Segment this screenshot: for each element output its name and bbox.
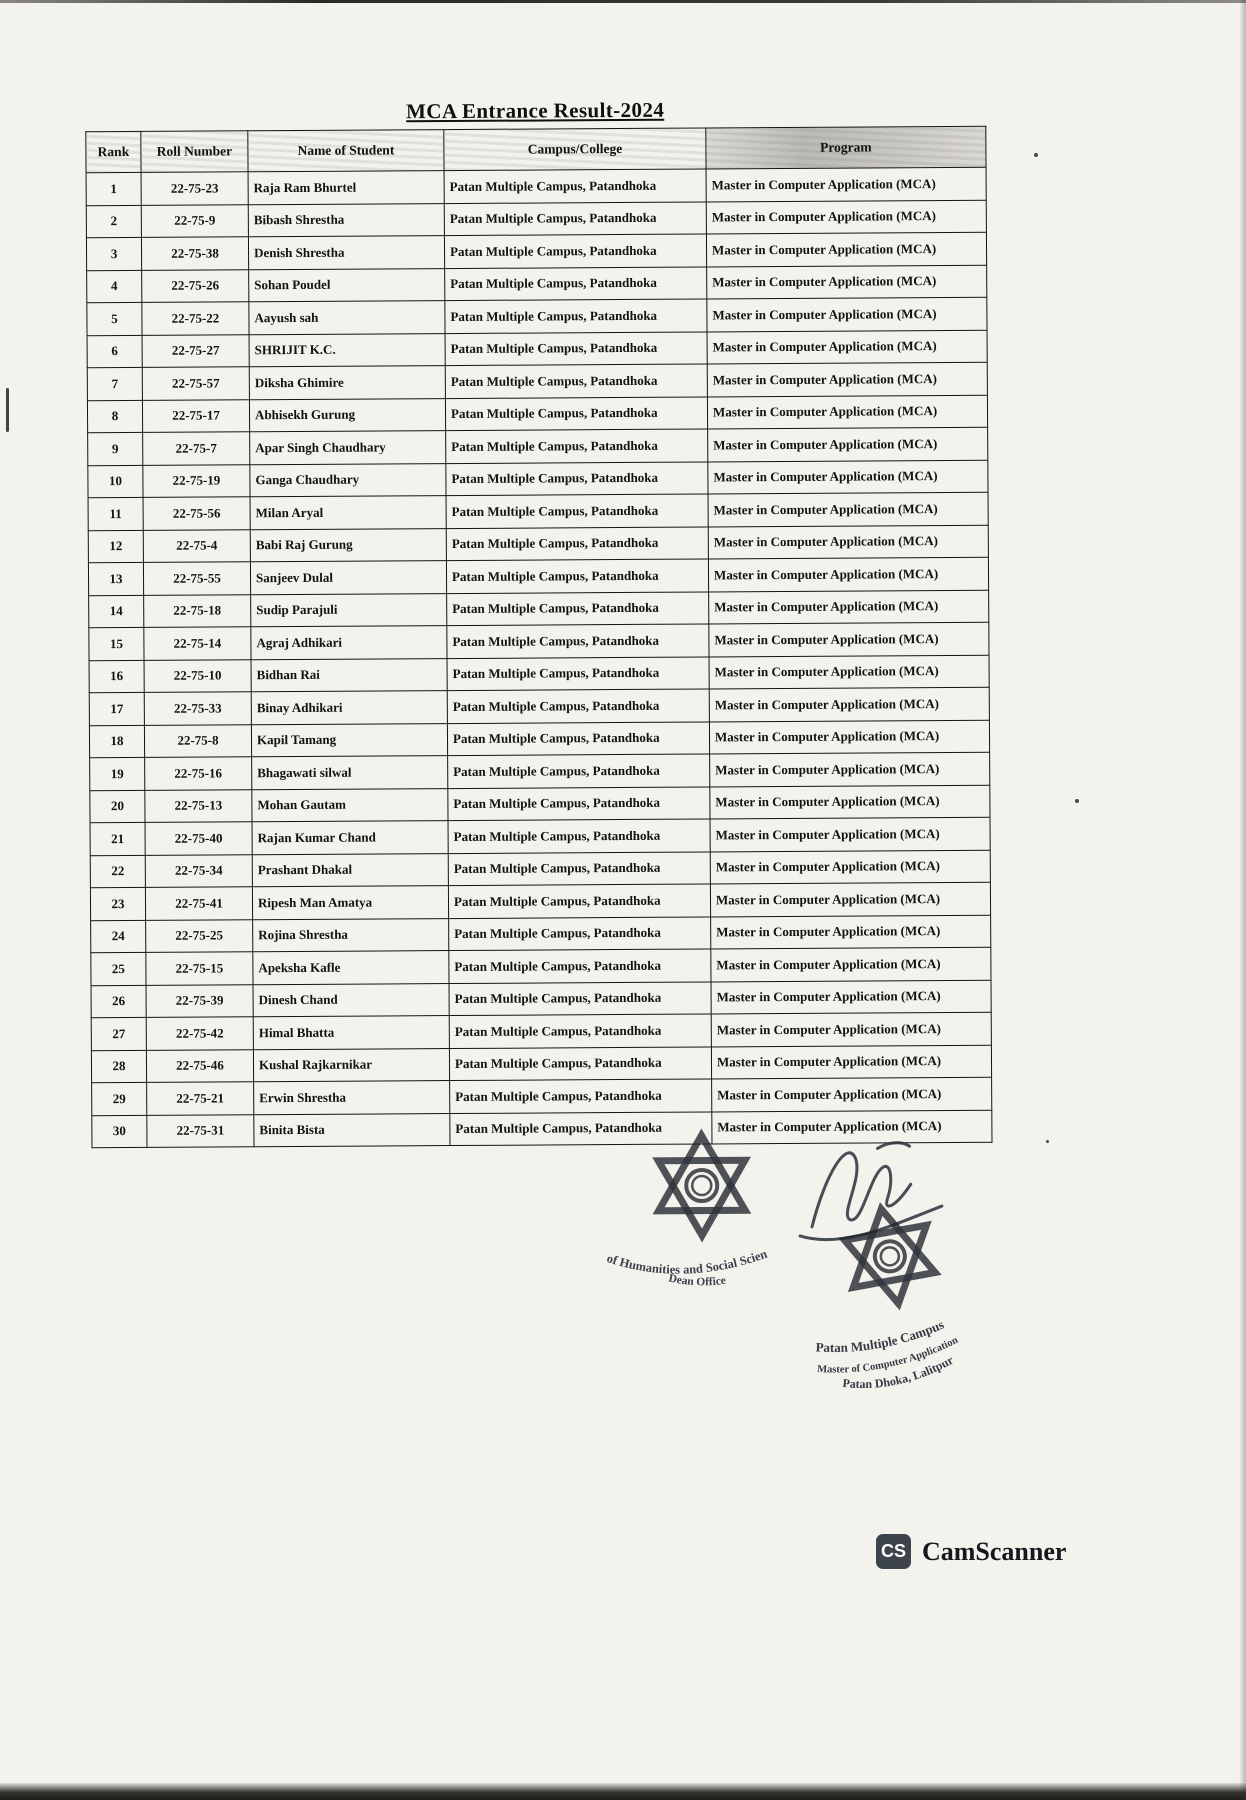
student-name-cell: Bhagawati silwal — [252, 756, 448, 790]
rank-cell: 16 — [89, 660, 144, 693]
student-name-cell: Bibash Shrestha — [248, 203, 444, 237]
table-row — [91, 947, 991, 985]
rank-cell: 17 — [89, 692, 144, 725]
table-row — [87, 297, 987, 335]
student-name-cell: Agraj Adhikari — [251, 626, 447, 660]
rank-cell: 24 — [91, 920, 146, 953]
program-cell: Master in Computer Application (MCA) — [708, 427, 988, 461]
table-row — [86, 232, 986, 270]
table-row — [88, 460, 988, 498]
roll-number-cell: 22-75-21 — [147, 1082, 254, 1115]
student-name-cell: Babi Raj Gurung — [250, 528, 446, 562]
campus-cell: Patan Multiple Campus, Patandhoka — [448, 786, 710, 820]
scan-speck — [1034, 153, 1038, 157]
campus-cell: Patan Multiple Campus, Patandhoka — [445, 331, 707, 365]
roll-number-cell: 22-75-8 — [144, 724, 251, 757]
roll-number-cell: 22-75-9 — [141, 204, 248, 237]
scan-speck — [1046, 1140, 1049, 1143]
campus-cell: Patan Multiple Campus, Patandhoka — [449, 1046, 711, 1080]
program-cell: Master in Computer Application (MCA) — [711, 1045, 991, 1079]
campus-stamp-line2: Master of Computer Application — [816, 1334, 960, 1376]
student-name-cell: Kushal Rajkarnikar — [253, 1048, 449, 1082]
campus-cell: Patan Multiple Campus, Patandhoka — [449, 916, 711, 950]
program-cell: Master in Computer Application (MCA) — [708, 492, 988, 526]
roll-number-cell: 22-75-18 — [144, 594, 251, 627]
student-name-cell: Denish Shrestha — [248, 236, 444, 270]
roll-number-cell: 22-75-22 — [142, 302, 249, 335]
table-row — [86, 167, 986, 205]
program-cell: Master in Computer Application (MCA) — [708, 557, 988, 591]
table-header-row — [86, 126, 986, 172]
table-row — [88, 427, 988, 465]
table-row — [91, 1045, 991, 1083]
student-name-cell: SHRIJIT K.C. — [249, 333, 445, 367]
table-row — [91, 1012, 991, 1050]
campus-stamp-line3: Patan Dhoka, Lalitpur — [842, 1352, 956, 1392]
campus-cell: Patan Multiple Campus, Patandhoka — [448, 754, 710, 788]
roll-number-cell: 22-75-15 — [146, 952, 253, 985]
campus-cell: Patan Multiple Campus, Patandhoka — [450, 1111, 712, 1145]
roll-number-cell: 22-75-13 — [145, 789, 252, 822]
rank-cell: 10 — [88, 465, 143, 498]
student-name-cell: Erwin Shrestha — [254, 1081, 450, 1115]
campus-stamp — [788, 1193, 1044, 1410]
dean-stamp-office-text: Dean Office — [667, 1272, 727, 1289]
table-row — [87, 395, 987, 433]
campus-cell: Patan Multiple Campus, Patandhoka — [447, 689, 709, 723]
rank-cell: 29 — [92, 1082, 147, 1115]
program-cell: Master in Computer Application (MCA) — [710, 850, 990, 884]
camscanner-watermark — [876, 1534, 1066, 1569]
table-row — [88, 492, 988, 530]
program-cell: Master in Computer Application (MCA) — [707, 362, 987, 396]
header-rank: Rank — [86, 131, 141, 172]
program-cell: Master in Computer Application (MCA) — [707, 265, 987, 299]
table-row — [90, 785, 990, 823]
student-name-cell: Apar Singh Chaudhary — [250, 431, 446, 465]
table-row — [90, 752, 990, 790]
rank-cell: 27 — [91, 1017, 146, 1050]
student-name-cell: Rajan Kumar Chand — [252, 821, 448, 855]
student-name-cell: Binay Adhikari — [251, 691, 447, 725]
header-student-name: Name of Student — [248, 130, 444, 172]
campus-stamp-line1: Patan Multiple Campus — [815, 1316, 947, 1355]
svg-text:of Humanities and Social Scien — [605, 1247, 769, 1277]
rank-cell: 21 — [90, 822, 145, 855]
campus-cell: Patan Multiple Campus, Patandhoka — [449, 1014, 711, 1048]
header-campus: Campus/College — [444, 128, 706, 171]
student-name-cell: Dinesh Chand — [253, 983, 449, 1017]
table-row — [86, 200, 986, 238]
student-name-cell: Bidhan Rai — [251, 658, 447, 692]
campus-cell: Patan Multiple Campus, Patandhoka — [448, 884, 710, 918]
campus-cell: Patan Multiple Campus, Patandhoka — [444, 234, 706, 268]
table-row — [87, 330, 987, 368]
program-cell: Master in Computer Application (MCA) — [709, 720, 989, 754]
table-row — [91, 915, 991, 953]
rank-cell: 8 — [87, 400, 142, 433]
program-cell: Master in Computer Application (MCA) — [708, 525, 988, 559]
student-name-cell: Apeksha Kafle — [253, 951, 449, 985]
page-title: MCA Entrance Result-2024 — [406, 97, 665, 124]
roll-number-cell: 22-75-4 — [143, 529, 250, 562]
results-table-body — [86, 167, 992, 1147]
program-cell: Master in Computer Application (MCA) — [712, 1110, 992, 1144]
campus-cell: Patan Multiple Campus, Patandhoka — [446, 559, 708, 593]
roll-number-cell: 22-75-14 — [144, 627, 251, 660]
camscanner-logo-icon: CS — [876, 1534, 911, 1569]
results-table — [85, 126, 992, 1148]
campus-cell: Patan Multiple Campus, Patandhoka — [449, 981, 711, 1015]
rank-cell: 23 — [90, 887, 145, 920]
rank-cell: 5 — [87, 302, 142, 335]
roll-number-cell: 22-75-42 — [146, 1017, 253, 1050]
roll-number-cell: 22-75-26 — [142, 269, 249, 302]
program-cell: Master in Computer Application (MCA) — [707, 330, 987, 364]
table-row — [89, 622, 989, 660]
roll-number-cell: 22-75-23 — [141, 172, 248, 205]
campus-cell: Patan Multiple Campus, Patandhoka — [444, 201, 706, 235]
student-name-cell: Sanjeev Dulal — [250, 561, 446, 595]
roll-number-cell: 22-75-16 — [145, 757, 252, 790]
program-cell: Master in Computer Application (MCA) — [709, 655, 989, 689]
scan-edge-right — [1239, 0, 1246, 1800]
program-cell: Master in Computer Application (MCA) — [710, 882, 990, 916]
student-name-cell: Raja Ram Bhurtel — [248, 171, 444, 205]
roll-number-cell: 22-75-33 — [144, 692, 251, 725]
student-name-cell: Diksha Ghimire — [249, 366, 445, 400]
student-name-cell: Milan Aryal — [250, 496, 446, 530]
student-name-cell: Aayush sah — [249, 301, 445, 335]
rank-cell: 22 — [90, 855, 145, 888]
roll-number-cell: 22-75-10 — [144, 659, 251, 692]
rank-cell: 1 — [86, 172, 141, 205]
table-row — [88, 557, 988, 595]
scan-mark-left — [6, 388, 9, 432]
program-cell: Master in Computer Application (MCA) — [711, 1012, 991, 1046]
rank-cell: 4 — [87, 270, 142, 303]
campus-cell: Patan Multiple Campus, Patandhoka — [446, 461, 708, 495]
header-program: Program — [706, 126, 986, 169]
roll-number-cell: 22-75-19 — [143, 464, 250, 497]
student-name-cell: Prashant Dhakal — [252, 853, 448, 887]
campus-cell: Patan Multiple Campus, Patandhoka — [446, 429, 708, 463]
campus-cell: Patan Multiple Campus, Patandhoka — [445, 396, 707, 430]
student-name-cell: Rojina Shrestha — [253, 918, 449, 952]
roll-number-cell: 22-75-27 — [142, 334, 249, 367]
roll-number-cell: 22-75-17 — [142, 399, 249, 432]
roll-number-cell: 22-75-34 — [145, 854, 252, 887]
star-of-david-icon — [658, 1135, 745, 1236]
rank-cell: 15 — [89, 627, 144, 660]
campus-cell: Patan Multiple Campus, Patandhoka — [447, 591, 709, 625]
rank-cell: 30 — [92, 1115, 147, 1148]
student-name-cell: Ripesh Man Amatya — [252, 886, 448, 920]
program-cell: Master in Computer Application (MCA) — [709, 590, 989, 624]
campus-cell: Patan Multiple Campus, Patandhoka — [450, 1079, 712, 1113]
campus-cell: Patan Multiple Campus, Patandhoka — [447, 721, 709, 755]
camscanner-label: CamScanner — [922, 1536, 1067, 1566]
roll-number-cell: 22-75-57 — [142, 367, 249, 400]
rank-cell: 19 — [90, 757, 145, 790]
dean-stamp-arc-text: of Humanities and Social Scien — [605, 1246, 770, 1277]
campus-cell: Patan Multiple Campus, Patandhoka — [447, 656, 709, 690]
program-cell: Master in Computer Application (MCA) — [710, 752, 990, 786]
rank-cell: 14 — [89, 595, 144, 628]
rank-cell: 25 — [91, 952, 146, 985]
table-row — [90, 850, 990, 888]
campus-cell: Patan Multiple Campus, Patandhoka — [448, 851, 710, 885]
rank-cell: 12 — [88, 530, 143, 563]
scan-edge-top — [0, 0, 1246, 3]
table-row — [89, 590, 989, 628]
rank-cell: 9 — [88, 432, 143, 465]
program-cell: Master in Computer Application (MCA) — [711, 915, 991, 949]
rank-cell: 6 — [87, 335, 142, 368]
rank-cell: 2 — [86, 205, 141, 238]
program-cell: Master in Computer Application (MCA) — [709, 622, 989, 656]
program-cell: Master in Computer Application (MCA) — [709, 687, 989, 721]
roll-number-cell: 22-75-46 — [146, 1049, 253, 1082]
program-cell: Master in Computer Application (MCA) — [710, 817, 990, 851]
roll-number-cell: 22-75-31 — [147, 1114, 254, 1147]
student-name-cell: Himal Bhatta — [253, 1016, 449, 1050]
student-name-cell: Abhisekh Gurung — [249, 398, 445, 432]
star-of-david-icon — [840, 1202, 939, 1311]
roll-number-cell: 22-75-56 — [143, 497, 250, 530]
table-row — [89, 655, 989, 693]
student-name-cell: Mohan Gautam — [252, 788, 448, 822]
campus-cell: Patan Multiple Campus, Patandhoka — [445, 266, 707, 300]
campus-cell: Patan Multiple Campus, Patandhoka — [444, 169, 706, 203]
student-name-cell: Ganga Chaudhary — [250, 463, 446, 497]
table-row — [87, 265, 987, 303]
roll-number-cell: 22-75-39 — [146, 984, 253, 1017]
scan-speck — [1075, 799, 1079, 803]
table-row — [87, 362, 987, 400]
student-name-cell: Kapil Tamang — [251, 723, 447, 757]
rank-cell: 7 — [87, 367, 142, 400]
rank-cell: 13 — [88, 562, 143, 595]
program-cell: Master in Computer Application (MCA) — [706, 200, 986, 234]
program-cell: Master in Computer Application (MCA) — [706, 167, 986, 201]
program-cell: Master in Computer Application (MCA) — [708, 460, 988, 494]
scan-edge-bottom — [0, 1783, 1246, 1800]
rank-cell: 26 — [91, 985, 146, 1018]
campus-cell: Patan Multiple Campus, Patandhoka — [449, 949, 711, 983]
header-roll-number: Roll Number — [141, 131, 248, 173]
table-row — [92, 1077, 992, 1115]
campus-cell: Patan Multiple Campus, Patandhoka — [446, 526, 708, 560]
rank-cell: 11 — [88, 497, 143, 530]
program-cell: Master in Computer Application (MCA) — [706, 232, 986, 266]
program-cell: Master in Computer Application (MCA) — [707, 297, 987, 331]
campus-cell: Patan Multiple Campus, Patandhoka — [445, 364, 707, 398]
campus-cell: Patan Multiple Campus, Patandhoka — [447, 624, 709, 658]
program-cell: Master in Computer Application (MCA) — [710, 785, 990, 819]
roll-number-cell: 22-75-55 — [143, 562, 250, 595]
rank-cell: 18 — [89, 725, 144, 758]
roll-number-cell: 22-75-41 — [145, 887, 252, 920]
program-cell: Master in Computer Application (MCA) — [707, 395, 987, 429]
roll-number-cell: 22-75-38 — [141, 237, 248, 270]
campus-cell: Patan Multiple Campus, Patandhoka — [448, 819, 710, 853]
rank-cell: 3 — [86, 237, 141, 270]
table-row — [91, 980, 991, 1018]
campus-cell: Patan Multiple Campus, Patandhoka — [445, 299, 707, 333]
table-row — [90, 882, 990, 920]
rank-cell: 20 — [90, 790, 145, 823]
roll-number-cell: 22-75-25 — [146, 919, 253, 952]
roll-number-cell: 22-75-7 — [143, 432, 250, 465]
rank-cell: 28 — [91, 1050, 146, 1083]
student-name-cell: Sudip Parajuli — [251, 593, 447, 627]
roll-number-cell: 22-75-40 — [145, 822, 252, 855]
program-cell: Master in Computer Application (MCA) — [712, 1077, 992, 1111]
program-cell: Master in Computer Application (MCA) — [711, 980, 991, 1014]
student-name-cell: Binita Bista — [254, 1113, 450, 1147]
program-cell: Master in Computer Application (MCA) — [711, 947, 991, 981]
table-row — [90, 817, 990, 855]
student-name-cell: Sohan Poudel — [249, 268, 445, 302]
table-row — [89, 687, 989, 725]
table-row — [88, 525, 988, 563]
campus-cell: Patan Multiple Campus, Patandhoka — [446, 494, 708, 528]
table-row — [89, 720, 989, 758]
